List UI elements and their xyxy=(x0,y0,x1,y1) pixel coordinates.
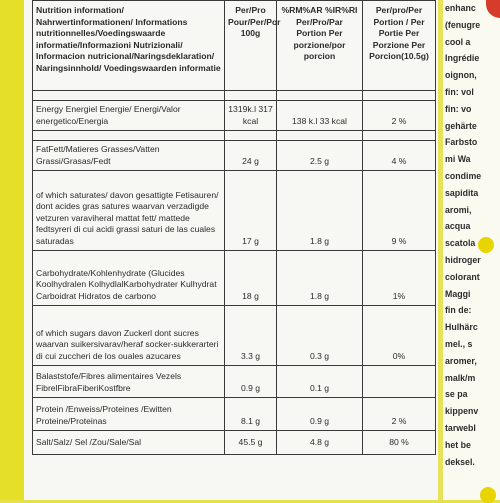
row-label: of which saturates/ davon gesattigte Fetisauren/ dont acides gras satures waarvan verzadigde vetzuren varaviheral mattat fett/ mattede fedtsyreri di cui acidi grassi saturi de las cuales saturadas xyxy=(33,171,225,251)
row-ri: 0.3 g xyxy=(277,306,363,366)
row-per-100g: 17 g xyxy=(225,171,277,251)
row-ri: 1.8 g xyxy=(277,171,363,251)
row-per-100g: 1319k.l 317 kcal xyxy=(225,101,277,131)
row-ri: 4.8 g xyxy=(277,431,363,455)
side-text-line: het be xyxy=(445,439,471,450)
row-label: Energy Energiel Energie/ Energi/Valor energetico/Energia xyxy=(33,101,225,131)
side-text-line: condime xyxy=(445,170,482,181)
row-portion: 4 % xyxy=(363,141,436,171)
table-header-row xyxy=(33,1,436,91)
side-text-line: scatola xyxy=(445,238,476,249)
side-text-line: gehärte xyxy=(445,120,477,131)
side-text-line: fin: vol xyxy=(445,86,474,97)
side-text-line: mel., s xyxy=(445,338,473,349)
nutrition-label-panel xyxy=(24,0,438,500)
side-text-line: sapidita xyxy=(445,187,479,198)
side-text-line: Maggi xyxy=(445,288,471,299)
side-text-line: se pa xyxy=(445,389,468,400)
row-ri: 0.9 g xyxy=(277,398,363,431)
table-row xyxy=(33,251,436,306)
side-text-line: Hulhärc xyxy=(445,322,478,333)
side-text-line: Ingrédie xyxy=(445,53,480,64)
yellow-dot-decoration xyxy=(478,237,494,253)
row-portion: 80 % xyxy=(363,431,436,455)
side-text-line: cool a xyxy=(445,36,471,47)
side-text-line: Farbsto xyxy=(445,137,478,148)
row-ri: 1.8 g xyxy=(277,251,363,306)
row-label: Salt/Salz/ Sel /Zou/Sale/Sal xyxy=(33,431,225,455)
ingredients-text xyxy=(445,0,481,470)
table-row xyxy=(33,431,436,455)
table-row xyxy=(33,306,436,366)
header-per-100g: Per/Pro Pour/Per/Por 100g xyxy=(225,1,277,91)
row-ri: 0.1 g xyxy=(277,366,363,398)
row-ri: 2.5 g xyxy=(277,141,363,171)
row-label: Balaststofe/Fibres alimentaires Vezels FibrelFibraFiberiKostfbre xyxy=(33,366,225,398)
row-label: Carbohydrate/Kohlenhydrate (Glucides Koolhydralen KolhydlalKarbohydrater Kulhydrat Carboidrat Hidratos de carbono xyxy=(33,251,225,306)
row-per-100g: 45.5 g xyxy=(225,431,277,455)
side-text-line: (fenugre xyxy=(445,19,481,30)
side-text-line: acqua xyxy=(445,221,471,232)
side-text-line: oignon, xyxy=(445,70,477,81)
row-portion: 2 % xyxy=(363,101,436,131)
header-per-portion: Per/pro/Per Portion / Per Portie Per Porzione Per Porcion(10.5g) xyxy=(363,1,436,91)
row-label: Protein /Enweiss/Proteines /Ewitten Proteine/Proteinas xyxy=(33,398,225,431)
header-ri-percent: %RM%AR %IR%RI Per/Pro/Par Portion Per porzione/por porcion xyxy=(277,1,363,91)
row-label: of which sugars davon Zuckerl dont sucres waarvan suikersivarav/heraf socker-sukkerarteri di cui zuccheri de los ouales azucares xyxy=(33,306,225,366)
row-per-100g: 8.1 g xyxy=(225,398,277,431)
yellow-dot-decoration xyxy=(480,487,496,503)
row-per-100g: 3.3 g xyxy=(225,306,277,366)
side-text-line: fin de: xyxy=(445,305,472,316)
row-portion: 0% xyxy=(363,306,436,366)
side-text-line: aromer, xyxy=(445,355,477,366)
row-per-100g: 0.9 g xyxy=(225,366,277,398)
table-row xyxy=(33,141,436,171)
table-row xyxy=(33,171,436,251)
side-text-line: hidroger xyxy=(445,254,481,265)
row-portion xyxy=(363,366,436,398)
side-text-line: colorant xyxy=(445,271,480,282)
header-label: Nutrition information/ Nahrwertinformationen/ Informations nutritionnelles/Voedingswaarde informatie/Informazioni Nutrizionali/ Informacion nutricional/Naringsdeklaration/ Naringsinnhold/ Voedingswaarden informatie xyxy=(33,1,225,91)
side-panel-yellow-bar xyxy=(438,0,443,500)
row-portion: 9 % xyxy=(363,171,436,251)
row-per-100g: 18 g xyxy=(225,251,277,306)
package-left-edge xyxy=(0,0,24,500)
side-text-line: aromi, xyxy=(445,204,472,215)
nutrition-table xyxy=(32,0,436,455)
table-row xyxy=(33,101,436,131)
side-text-line: malk/m xyxy=(445,372,476,383)
side-text-line: kippenv xyxy=(445,406,479,417)
side-text-line: enhanc xyxy=(445,3,476,13)
row-portion: 1% xyxy=(363,251,436,306)
row-portion: 2 % xyxy=(363,398,436,431)
row-ri: 138 k.l 33 kcal xyxy=(277,101,363,131)
table-row xyxy=(33,366,436,398)
side-text-line: fin: vo xyxy=(445,103,472,114)
row-label: FatFett/Matieres Grasses/Vatten Grassi/Grasas/Fedt xyxy=(33,141,225,171)
row-per-100g: 24 g xyxy=(225,141,277,171)
side-text-line: tarwebl xyxy=(445,422,476,433)
side-text-line: deksel. xyxy=(445,456,475,467)
side-text-line: mi Wa xyxy=(445,154,471,165)
table-row xyxy=(33,398,436,431)
